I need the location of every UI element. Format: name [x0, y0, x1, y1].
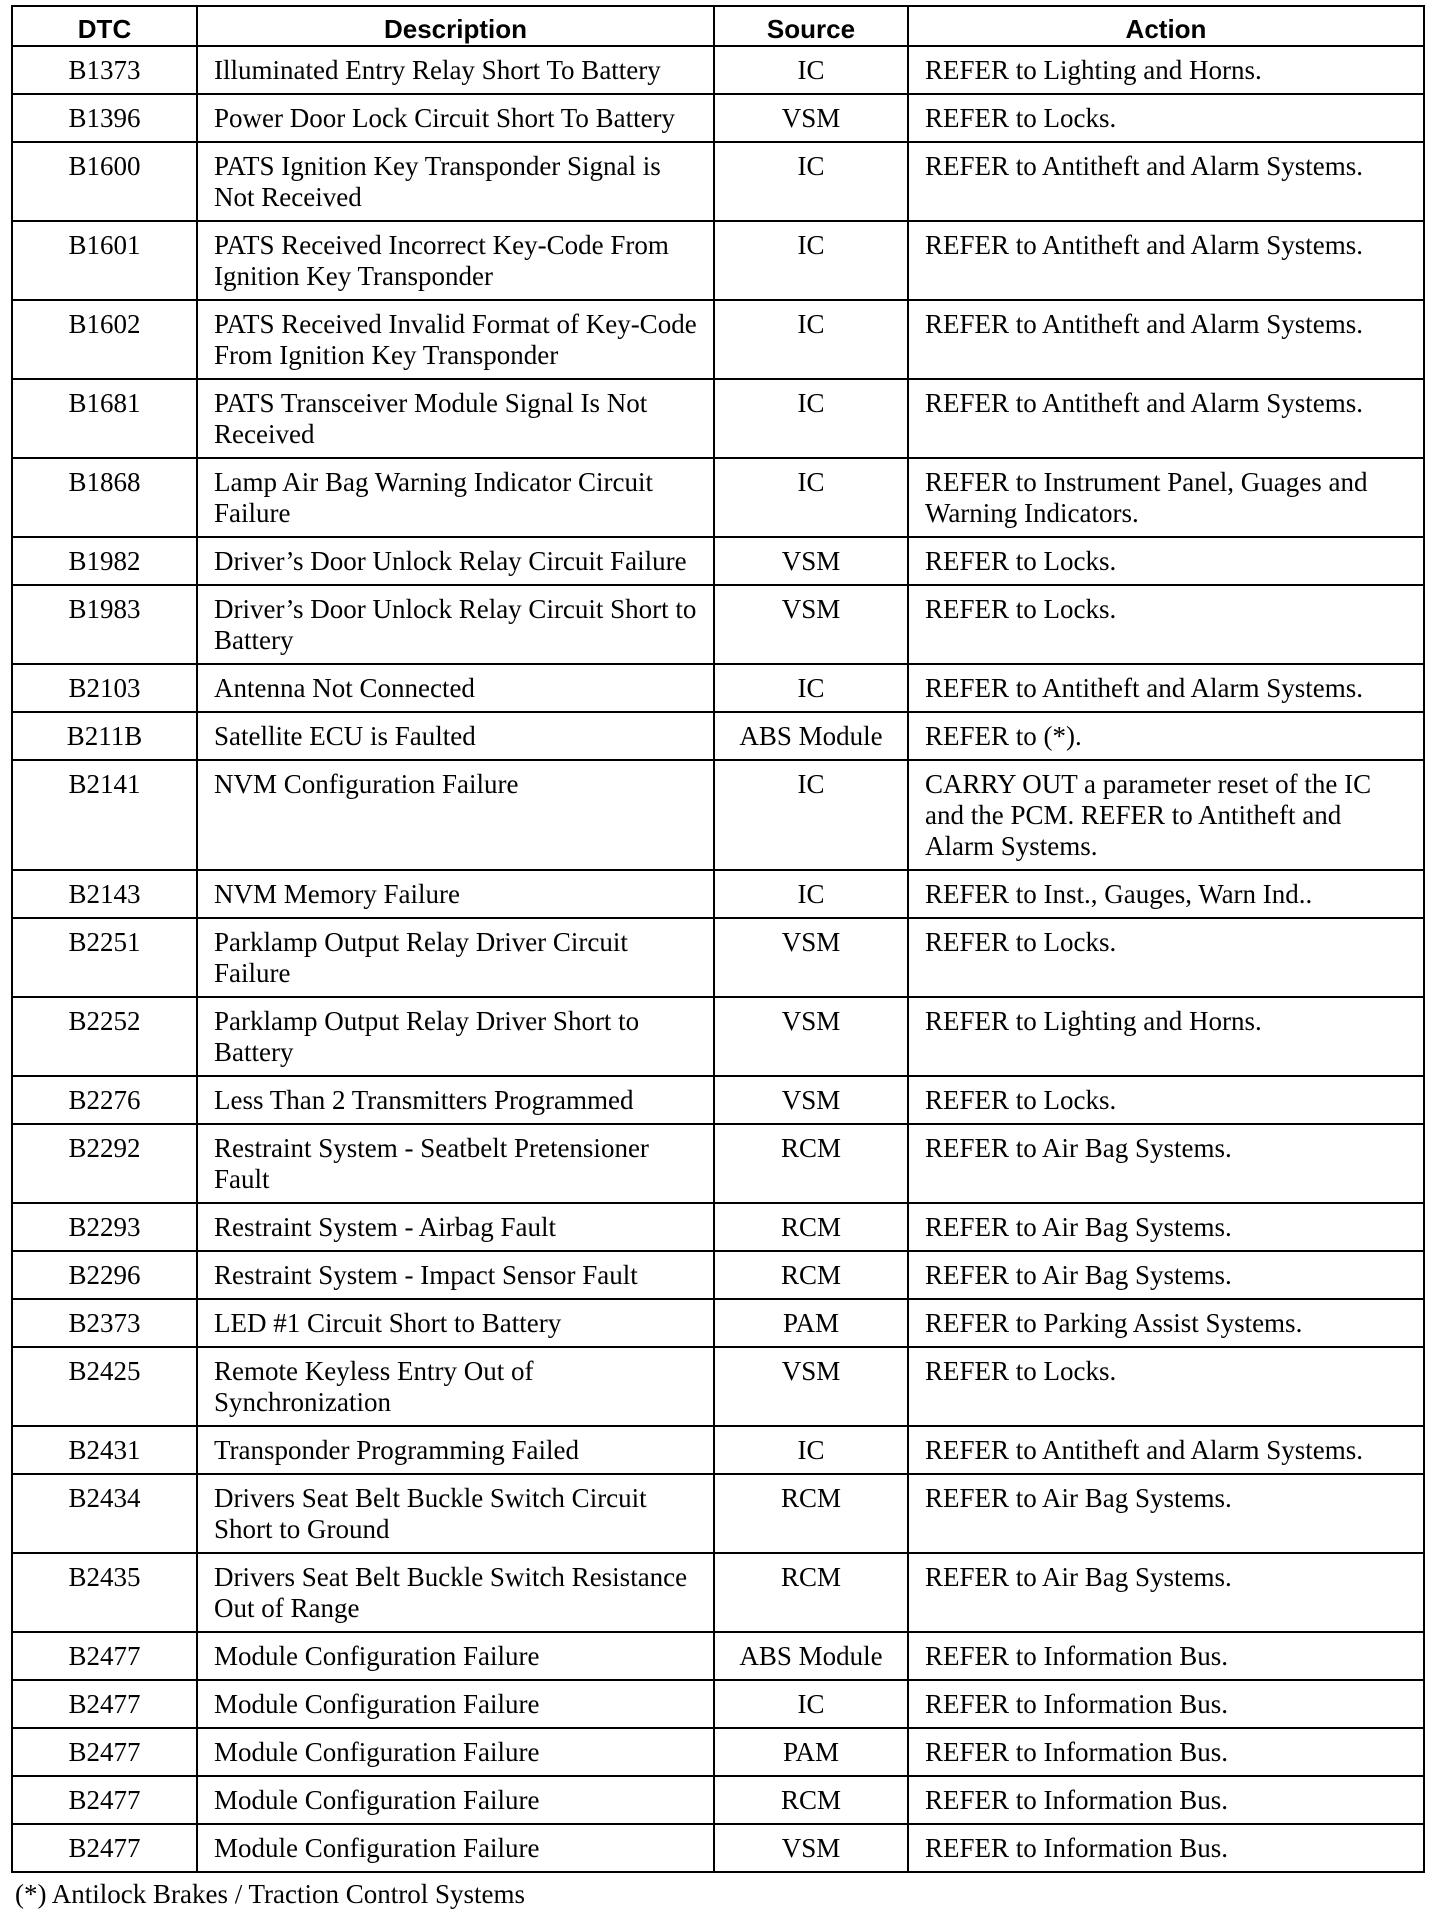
- source-cell: ABS Module: [714, 712, 908, 760]
- table-row: [12, 379, 1424, 458]
- description-cell: Parklamp Output Relay Driver Short to Battery: [197, 997, 714, 1076]
- dtc-code-cell: B2143: [12, 870, 197, 918]
- action-cell: CARRY OUT a parameter reset of the IC and the PCM. REFER to Antitheft and Alarm Systems.: [908, 760, 1424, 870]
- action-cell: REFER to Antitheft and Alarm Systems.: [908, 664, 1424, 712]
- source-cell: IC: [714, 221, 908, 300]
- action-cell: REFER to Locks.: [908, 1076, 1424, 1124]
- description-cell: NVM Configuration Failure: [197, 760, 714, 870]
- dtc-code-cell: B1983: [12, 585, 197, 664]
- action-cell: REFER to Air Bag Systems.: [908, 1474, 1424, 1553]
- header-description: Description: [197, 6, 714, 46]
- action-cell: REFER to Information Bus.: [908, 1728, 1424, 1776]
- description-cell: Less Than 2 Transmitters Programmed: [197, 1076, 714, 1124]
- table-row: [12, 585, 1424, 664]
- description-cell: LED #1 Circuit Short to Battery: [197, 1299, 714, 1347]
- description-cell: Satellite ECU is Faulted: [197, 712, 714, 760]
- table-row: [12, 870, 1424, 918]
- source-cell: IC: [714, 458, 908, 537]
- action-cell: REFER to Antitheft and Alarm Systems.: [908, 221, 1424, 300]
- dtc-code-cell: B1601: [12, 221, 197, 300]
- table-row: [12, 1426, 1424, 1474]
- source-cell: RCM: [714, 1251, 908, 1299]
- dtc-code-cell: B2373: [12, 1299, 197, 1347]
- dtc-code-cell: B1600: [12, 142, 197, 221]
- description-cell: PATS Ignition Key Transponder Signal is Not Received: [197, 142, 714, 221]
- source-cell: VSM: [714, 94, 908, 142]
- table-row: [12, 221, 1424, 300]
- source-cell: RCM: [714, 1776, 908, 1824]
- dtc-code-cell: B2477: [12, 1680, 197, 1728]
- dtc-code-cell: B1681: [12, 379, 197, 458]
- source-cell: RCM: [714, 1474, 908, 1553]
- header-source: Source: [714, 6, 908, 46]
- table-row: [12, 918, 1424, 997]
- source-cell: IC: [714, 300, 908, 379]
- table-row: [12, 1203, 1424, 1251]
- action-cell: REFER to Antitheft and Alarm Systems.: [908, 142, 1424, 221]
- dtc-code-cell: B2296: [12, 1251, 197, 1299]
- table-row: [12, 712, 1424, 760]
- table-row: [12, 300, 1424, 379]
- description-cell: Module Configuration Failure: [197, 1632, 714, 1680]
- header-dtc: DTC: [12, 6, 197, 46]
- action-cell: REFER to Information Bus.: [908, 1824, 1424, 1872]
- table-row: [12, 664, 1424, 712]
- action-cell: REFER to Air Bag Systems.: [908, 1203, 1424, 1251]
- source-cell: RCM: [714, 1203, 908, 1251]
- table-header: [12, 6, 1424, 46]
- action-cell: REFER to Air Bag Systems.: [908, 1251, 1424, 1299]
- action-cell: REFER to Antitheft and Alarm Systems.: [908, 300, 1424, 379]
- source-cell: IC: [714, 379, 908, 458]
- table-row: [12, 537, 1424, 585]
- dtc-code-cell: B1602: [12, 300, 197, 379]
- table-row: [12, 1299, 1424, 1347]
- source-cell: ABS Module: [714, 1632, 908, 1680]
- table-row: [12, 760, 1424, 870]
- source-cell: IC: [714, 664, 908, 712]
- source-cell: VSM: [714, 585, 908, 664]
- action-cell: REFER to Instrument Panel, Guages and Warning Indicators.: [908, 458, 1424, 537]
- table-row: [12, 1474, 1424, 1553]
- description-cell: Restraint System - Seatbelt Pretensioner Fault: [197, 1124, 714, 1203]
- footnote: (*) Antilock Brakes / Traction Control Systems: [15, 1879, 525, 1909]
- description-cell: Power Door Lock Circuit Short To Battery: [197, 94, 714, 142]
- description-cell: Restraint System - Impact Sensor Fault: [197, 1251, 714, 1299]
- dtc-code-cell: B2103: [12, 664, 197, 712]
- source-cell: RCM: [714, 1553, 908, 1632]
- source-cell: IC: [714, 1426, 908, 1474]
- dtc-code-cell: B2425: [12, 1347, 197, 1426]
- description-cell: Drivers Seat Belt Buckle Switch Resistance Out of Range: [197, 1553, 714, 1632]
- table-row: [12, 458, 1424, 537]
- description-cell: PATS Received Incorrect Key-Code From Ignition Key Transponder: [197, 221, 714, 300]
- source-cell: IC: [714, 870, 908, 918]
- dtc-code-cell: B2276: [12, 1076, 197, 1124]
- dtc-code-cell: B2293: [12, 1203, 197, 1251]
- dtc-code-cell: B2252: [12, 997, 197, 1076]
- action-cell: REFER to Locks.: [908, 537, 1424, 585]
- dtc-code-cell: B2431: [12, 1426, 197, 1474]
- table-row: [12, 1124, 1424, 1203]
- dtc-code-cell: B1982: [12, 537, 197, 585]
- table-body: [12, 46, 1424, 1872]
- dtc-code-cell: B2141: [12, 760, 197, 870]
- source-cell: VSM: [714, 1347, 908, 1426]
- table-row: [12, 1076, 1424, 1124]
- action-cell: REFER to Information Bus.: [908, 1632, 1424, 1680]
- source-cell: VSM: [714, 1824, 908, 1872]
- description-cell: Antenna Not Connected: [197, 664, 714, 712]
- source-cell: IC: [714, 142, 908, 221]
- dtc-code-cell: B1396: [12, 94, 197, 142]
- table-row: [12, 1632, 1424, 1680]
- action-cell: REFER to Lighting and Horns.: [908, 997, 1424, 1076]
- description-cell: Drivers Seat Belt Buckle Switch Circuit Short to Ground: [197, 1474, 714, 1553]
- dtc-code-cell: B211B: [12, 712, 197, 760]
- source-cell: VSM: [714, 918, 908, 997]
- action-cell: REFER to Locks.: [908, 918, 1424, 997]
- dtc-code-cell: B2477: [12, 1824, 197, 1872]
- action-cell: REFER to Antitheft and Alarm Systems.: [908, 379, 1424, 458]
- table-row: [12, 94, 1424, 142]
- source-cell: VSM: [714, 997, 908, 1076]
- dtc-code-cell: B2477: [12, 1776, 197, 1824]
- description-cell: Module Configuration Failure: [197, 1728, 714, 1776]
- dtc-code-cell: B2477: [12, 1632, 197, 1680]
- dtc-code-cell: B2434: [12, 1474, 197, 1553]
- action-cell: REFER to Locks.: [908, 1347, 1424, 1426]
- table-row: [12, 1553, 1424, 1632]
- action-cell: REFER to (*).: [908, 712, 1424, 760]
- action-cell: REFER to Locks.: [908, 585, 1424, 664]
- description-cell: Illuminated Entry Relay Short To Battery: [197, 46, 714, 94]
- action-cell: REFER to Air Bag Systems.: [908, 1124, 1424, 1203]
- description-cell: Module Configuration Failure: [197, 1776, 714, 1824]
- action-cell: REFER to Locks.: [908, 94, 1424, 142]
- table-row: [12, 142, 1424, 221]
- action-cell: REFER to Antitheft and Alarm Systems.: [908, 1426, 1424, 1474]
- dtc-code-cell: B1373: [12, 46, 197, 94]
- action-cell: REFER to Information Bus.: [908, 1776, 1424, 1824]
- dtc-code-cell: B2292: [12, 1124, 197, 1203]
- action-cell: REFER to Lighting and Horns.: [908, 46, 1424, 94]
- header-row: [12, 6, 1424, 46]
- document-page: [11, 5, 1423, 1910]
- description-cell: Lamp Air Bag Warning Indicator Circuit Failure: [197, 458, 714, 537]
- source-cell: VSM: [714, 1076, 908, 1124]
- action-cell: REFER to Air Bag Systems.: [908, 1553, 1424, 1632]
- dtc-code-cell: B2435: [12, 1553, 197, 1632]
- action-cell: REFER to Inst., Gauges, Warn Ind..: [908, 870, 1424, 918]
- source-cell: IC: [714, 46, 908, 94]
- table-row: [12, 46, 1424, 94]
- table-row: [12, 1680, 1424, 1728]
- header-action: Action: [908, 6, 1424, 46]
- table-row: [12, 997, 1424, 1076]
- table-row: [12, 1824, 1424, 1872]
- description-cell: Transponder Programming Failed: [197, 1426, 714, 1474]
- description-cell: Restraint System - Airbag Fault: [197, 1203, 714, 1251]
- action-cell: REFER to Parking Assist Systems.: [908, 1299, 1424, 1347]
- description-cell: Driver’s Door Unlock Relay Circuit Failure: [197, 537, 714, 585]
- source-cell: VSM: [714, 537, 908, 585]
- dtc-code-cell: B2477: [12, 1728, 197, 1776]
- source-cell: IC: [714, 1680, 908, 1728]
- source-cell: PAM: [714, 1299, 908, 1347]
- description-cell: PATS Received Invalid Format of Key-Code From Ignition Key Transponder: [197, 300, 714, 379]
- dtc-code-cell: B1868: [12, 458, 197, 537]
- description-cell: Remote Keyless Entry Out of Synchronization: [197, 1347, 714, 1426]
- action-cell: REFER to Information Bus.: [908, 1680, 1424, 1728]
- description-cell: Parklamp Output Relay Driver Circuit Failure: [197, 918, 714, 997]
- table-row: [12, 1728, 1424, 1776]
- table-row: [12, 1776, 1424, 1824]
- source-cell: IC: [714, 760, 908, 870]
- description-cell: NVM Memory Failure: [197, 870, 714, 918]
- table-row: [12, 1347, 1424, 1426]
- description-cell: Module Configuration Failure: [197, 1824, 714, 1872]
- table-row: [12, 1251, 1424, 1299]
- description-cell: PATS Transceiver Module Signal Is Not Received: [197, 379, 714, 458]
- source-cell: PAM: [714, 1728, 908, 1776]
- description-cell: Driver’s Door Unlock Relay Circuit Short to Battery: [197, 585, 714, 664]
- dtc-table: [11, 5, 1425, 1873]
- dtc-code-cell: B2251: [12, 918, 197, 997]
- source-cell: RCM: [714, 1124, 908, 1203]
- description-cell: Module Configuration Failure: [197, 1680, 714, 1728]
